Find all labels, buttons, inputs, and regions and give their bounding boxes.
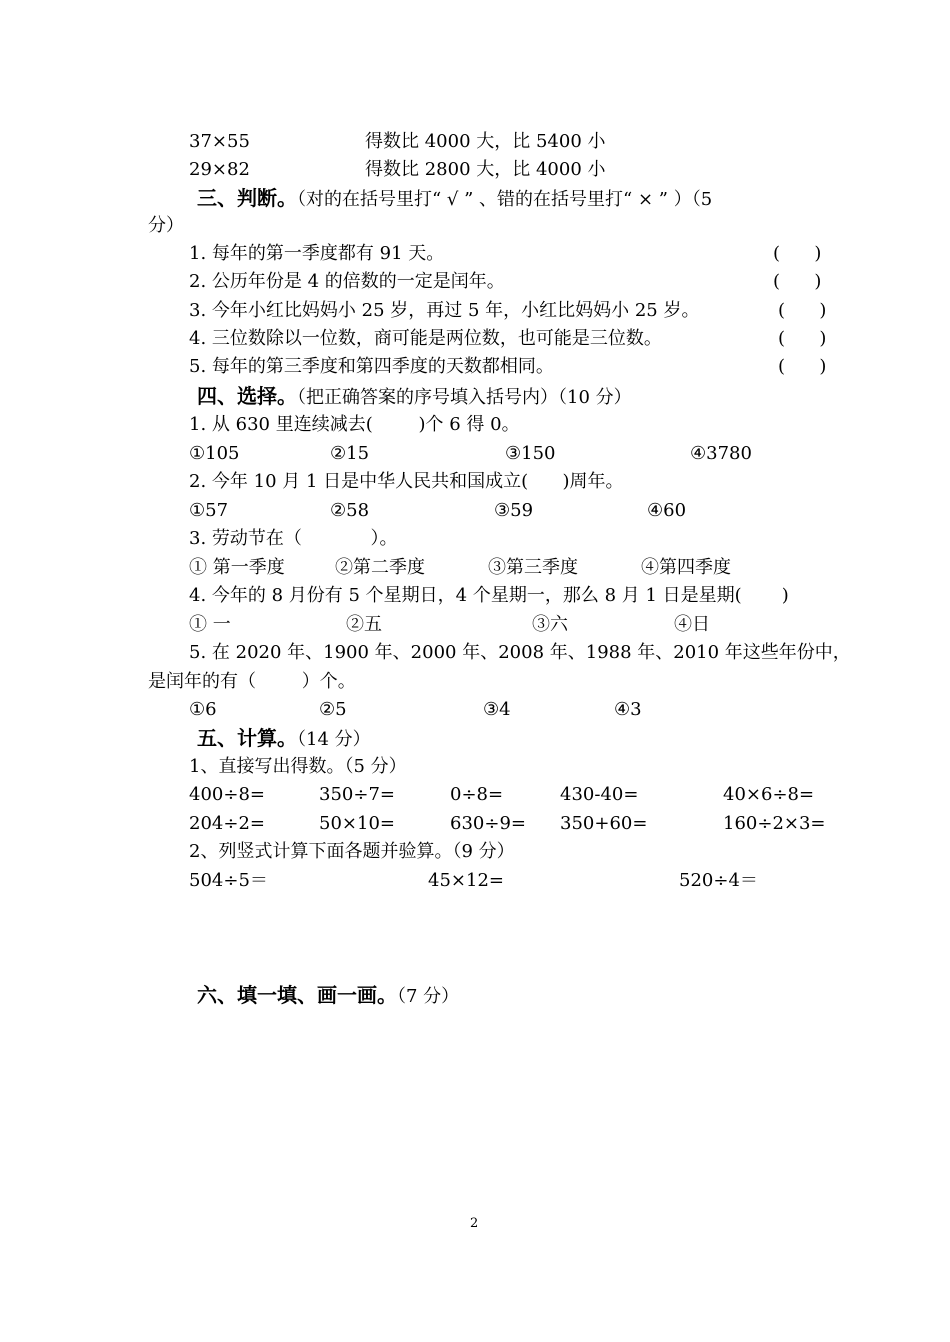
vertical-calc-1: 504÷5＝	[189, 870, 268, 891]
choice-q3-option-1: ① 第一季度	[189, 557, 285, 578]
choice-q3-option-4: ④第四季度	[641, 557, 731, 578]
calc-r1-c4: 430-40=	[560, 784, 639, 805]
choice-q4-option-2: ②五	[346, 614, 382, 635]
judge-item-1: 1. 每年的第一季度都有 91 天。	[189, 243, 445, 264]
choice-q1-option-1: ①105	[189, 443, 240, 464]
section-5-title: 五、计算。	[197, 726, 297, 750]
section-4-note: （把正确答案的序号填入括号内）（10 分）	[297, 387, 632, 408]
choice-q1-option-2: ②15	[330, 443, 370, 464]
calc-r2-c5: 160÷2×3=	[723, 813, 826, 834]
choice-q1-stem: 1. 从 630 里连续减去( )个 6 得 0。	[189, 414, 520, 435]
section-4-title: 四、选择。	[197, 384, 297, 408]
calc-r1-c2: 350÷7=	[319, 784, 395, 805]
choice-q5-option-3: ③4	[483, 699, 511, 720]
section-4-heading	[197, 383, 632, 411]
calc-r1-c3: 0÷8=	[450, 784, 504, 805]
section-6-heading	[197, 982, 459, 1010]
choice-q5-option-2: ②5	[319, 699, 347, 720]
judge-item-3: 3. 今年小红比妈妈小 25 岁，再过 5 年，小红比妈妈小 25 岁。	[189, 300, 700, 321]
choice-q5-option-4: ④3	[614, 699, 642, 720]
choice-q2-option-4: ④60	[647, 500, 687, 521]
judge-answer-paren-2: ( )	[773, 271, 822, 292]
judge-answer-paren-4: ( )	[778, 328, 827, 349]
judge-item-2: 2. 公历年份是 4 的倍数的一定是闰年。	[189, 271, 505, 292]
vertical-calc-3: 520÷4＝	[679, 870, 758, 891]
section-3-heading	[197, 185, 712, 213]
estimation-range-2: 得数比 2800 大，比 4000 小	[365, 159, 606, 180]
calc-r1-c5: 40×6÷8=	[723, 784, 815, 805]
judge-item-5: 5. 每年的第三季度和第四季度的天数都相同。	[189, 356, 554, 377]
choice-q5-stem-continued: 是闰年的有（ ）个。	[148, 671, 356, 692]
section-5-heading	[197, 725, 371, 753]
section-3-title: 三、判断。	[197, 186, 297, 210]
vertical-calc-2: 45×12=	[428, 870, 504, 891]
page-number: 2	[470, 1216, 479, 1231]
choice-q2-option-3: ③59	[494, 500, 534, 521]
choice-q4-option-1: ① 一	[189, 614, 231, 635]
estimation-range-1: 得数比 4000 大，比 5400 小	[365, 131, 606, 152]
choice-q2-option-2: ②58	[330, 500, 370, 521]
calc-subsection-2: 2、列竖式计算下面各题并验算。（9 分）	[189, 841, 515, 862]
section-3-note: （对的在括号里打“ √ ” 、错的在括号里打“ × ” ）（5	[297, 189, 713, 210]
judge-answer-paren-1: ( )	[773, 243, 822, 264]
estimation-expr-2: 29×82	[189, 159, 250, 180]
section-3-note-continued: 分）	[148, 215, 184, 236]
choice-q1-option-4: ④3780	[690, 443, 752, 464]
calc-r2-c3: 630÷9=	[450, 813, 526, 834]
estimation-expr-1: 37×55	[189, 131, 250, 152]
choice-q5-stem: 5. 在 2020 年、1900 年、2000 年、2008 年、1988 年、2010 年这些年份中，	[189, 642, 851, 663]
choice-q3-option-3: ③第三季度	[488, 557, 578, 578]
calc-r2-c1: 204÷2=	[189, 813, 265, 834]
choice-q4-option-4: ④日	[674, 614, 710, 635]
choice-q4-stem: 4. 今年的 8 月份有 5 个星期日，4 个星期一，那么 8 月 1 日是星期( )	[189, 585, 789, 606]
choice-q5-option-1: ①6	[189, 699, 217, 720]
choice-q2-option-1: ①57	[189, 500, 229, 521]
choice-q4-option-3: ③六	[532, 614, 568, 635]
calc-r2-c2: 50×10=	[319, 813, 395, 834]
section-6-note: （7 分）	[397, 986, 460, 1007]
section-5-note: （14 分）	[297, 729, 371, 750]
judge-item-4: 4. 三位数除以一位数，商可能是两位数，也可能是三位数。	[189, 328, 662, 349]
judge-answer-paren-5: ( )	[778, 356, 827, 377]
calc-r2-c4: 350+60=	[560, 813, 648, 834]
calc-subsection-1: 1、直接写出得数。（5 分）	[189, 756, 407, 777]
choice-q1-option-3: ③150	[505, 443, 556, 464]
choice-q3-stem: 3. 劳动节在（ ）。	[189, 528, 398, 549]
calc-r1-c1: 400÷8=	[189, 784, 265, 805]
section-6-title: 六、填一填、画一画。	[197, 983, 397, 1007]
judge-answer-paren-3: ( )	[778, 300, 827, 321]
choice-q2-stem: 2. 今年 10 月 1 日是中华人民共和国成立( )周年。	[189, 471, 624, 492]
choice-q3-option-2: ②第二季度	[335, 557, 425, 578]
